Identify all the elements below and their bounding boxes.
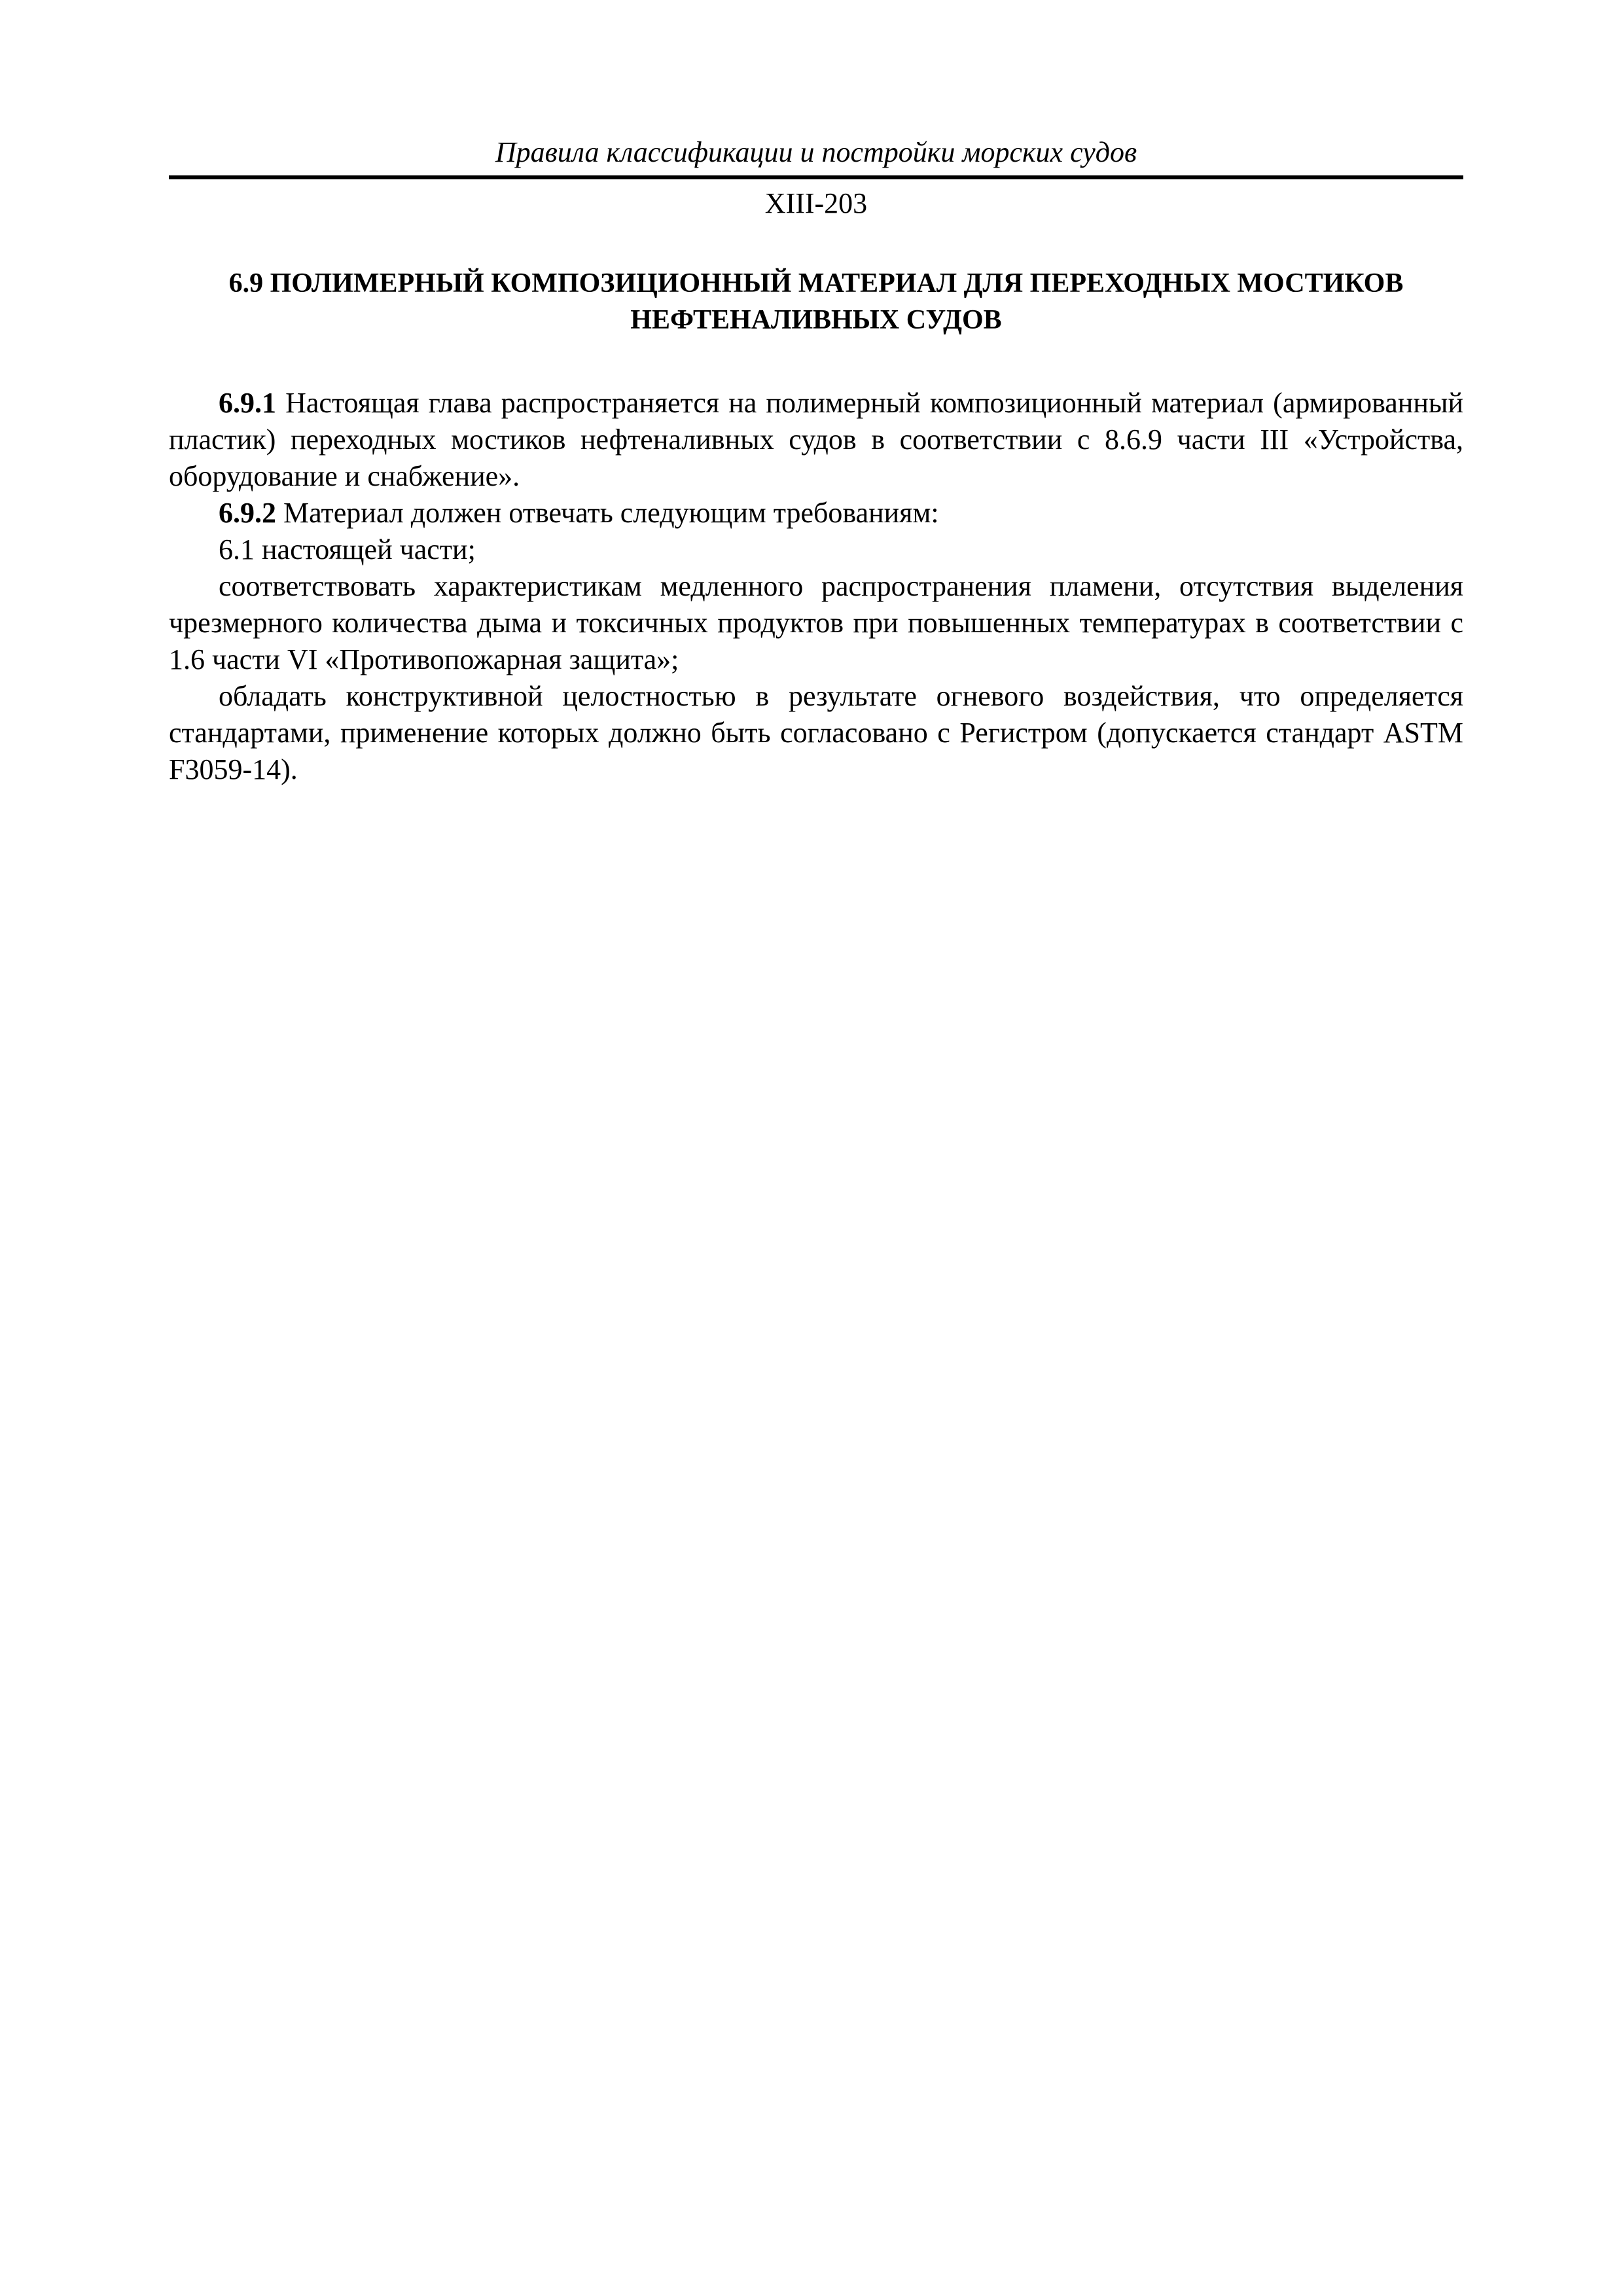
running-header: Правила классификации и постройки морских судов: [495, 136, 1137, 168]
clause-6-9-1: [169, 385, 1463, 495]
requirement-item: 6.1 настоящей части;: [219, 533, 476, 565]
requirement-item: обладать конструктивной целостностью в результате огневого воздействия, что определяется стандартами, применение которых должно быть согласовано с Регистром (допускается стандарт ASTM F3059-14).: [169, 680, 1463, 785]
section-title-line-2: НЕФТЕНАЛИВНЫХ СУДОВ: [630, 305, 1002, 335]
section-title: [190, 265, 1442, 338]
page-number: XIII-203: [764, 187, 868, 219]
clause-text: Настоящая глава распространяется на полимерный композиционный материал (армированный пластик) переходных мостиков нефтеналивных судов в соответствии с 8.6.9 части III «Устройства, оборудование и снабжение».: [169, 387, 1463, 492]
section-title-line-1: 6.9 ПОЛИМЕРНЫЙ КОМПОЗИЦИОННЫЙ МАТЕРИАЛ ДЛЯ ПЕРЕХОДНЫХ МОСТИКОВ: [228, 268, 1404, 298]
body-text: [169, 385, 1463, 788]
clause-text: Материал должен отвечать следующим требованиям:: [276, 497, 939, 529]
clause-number: 6.9.2: [219, 497, 276, 529]
header-rule: [169, 175, 1463, 179]
clause-6-9-2: [169, 495, 1463, 531]
requirement-item: соответствовать характеристикам медленного распространения пламени, отсутствия выделения чрезмерного количества дыма и токсичных продуктов при повышенных температурах в соответствии с 1.6 части VI «Противопожарная защита»;: [169, 570, 1463, 675]
clause-number: 6.9.1: [219, 387, 276, 419]
